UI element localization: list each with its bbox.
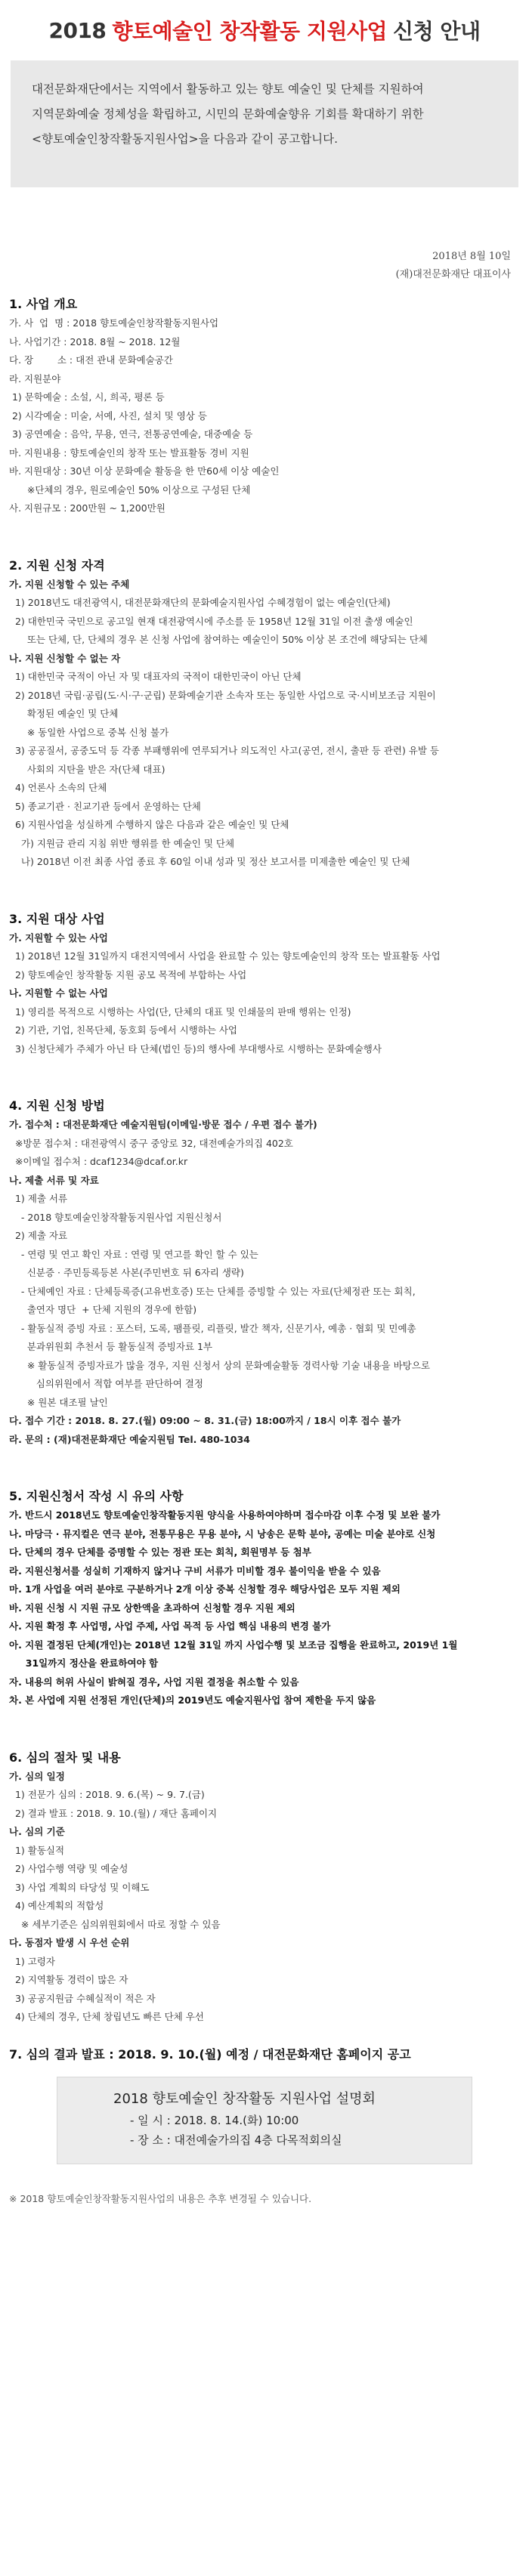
section-title: 3. 지원 대상 사업: [9, 911, 105, 926]
text-line: 마. 지원내용 : 향토예술인의 창작 또는 발표활동 경비 지원: [9, 446, 249, 459]
section-overview: [9, 295, 520, 518]
info-session-box: [57, 2077, 472, 2164]
text-line: 2) 사업수행 역량 및 예술성: [9, 1863, 128, 1874]
text-line: 6) 지원사업을 성실하게 수행하지 않은 다음과 같은 예술인 및 단체: [9, 819, 289, 830]
info-session-place: - 장 소 : 대전예술가의집 4층 다목적회의실: [130, 2133, 342, 2147]
text-line: 가. 심의 일정: [9, 1770, 65, 1782]
text-line: 1) 고령자: [9, 1955, 55, 1967]
text-line: ※ 활동실적 증빙자료가 많을 경우, 지원 신청서 상의 문화예술활동 경력사항 기술 내용을 바탕으로: [9, 1359, 430, 1371]
text-line: 분과위원회 추천서 등 활동실적 증빙자료 1부: [9, 1341, 213, 1352]
info-session-date: - 일 시 : 2018. 8. 14.(화) 10:00: [130, 2113, 299, 2127]
notice-date: 2018년 8월 10일: [432, 251, 511, 262]
text-line: 4) 예산계획의 적합성: [9, 1900, 104, 1911]
text-line: ※ 세부기준은 심의위원회에서 따로 정할 수 있음: [9, 1918, 221, 1930]
section-title: 7. 심의 결과 발표 : 2018. 9. 10.(월) 예정 / 대전문화재단 홈페이지 공고: [9, 2046, 411, 2062]
section-title: 2. 지원 신청 자격: [9, 558, 105, 573]
text-line: 차. 본 사업에 지원 선정된 개인(단체)의 2019년도 예술지원사업 참여 제한을 두지 않음: [9, 1694, 376, 1706]
section-title: 5. 지원신청서 작성 시 유의 사항: [9, 1489, 184, 1503]
text-line: 다. 장 소 : 대전 관내 문화예술공간: [9, 354, 173, 366]
page-title: [0, 0, 529, 60]
text-line: 가) 지원금 관리 지침 위반 행위를 한 예술인 및 단체: [9, 837, 235, 849]
text-line: 심의위원에서 적합 여부를 판단하여 결정: [9, 1378, 203, 1389]
text-line: - 연령 및 연고 확인 자료 : 연령 및 연고를 확인 할 수 있는: [9, 1248, 258, 1260]
text-line: 바. 지원 신청 시 지원 규모 상한액을 초과하여 신청할 경우 지원 제외: [9, 1602, 295, 1614]
info-session-title: 2018 향토예술인 창작활동 지원사업 설명회: [113, 2090, 376, 2107]
text-line: ※이메일 접수처 : dcaf1234@dcaf.or.kr: [9, 1156, 188, 1167]
text-line: 3) 신청단체가 주체가 아닌 타 단체(법인 등)의 행사에 부대행사로 시행하는 문화예술행사: [9, 1042, 382, 1055]
text-line: 마. 1개 사업을 여러 분야로 구분하거나 2개 이상 중복 신청할 경우 해당사업은 모두 지원 제외: [9, 1583, 401, 1595]
section-target-projects: [9, 910, 520, 1059]
text-line: 2) 시각예술 : 미술, 서예, 사진, 설치 및 영상 등: [9, 409, 207, 422]
text-line: ※ 동일한 사업으로 중복 신청 불가: [9, 726, 169, 738]
text-line: 2) 결과 발표 : 2018. 9. 10.(월) / 재단 홈페이지: [9, 1807, 218, 1819]
section-title: 6. 심의 절차 및 내용: [9, 1750, 121, 1765]
text-line: 다. 동점자 발생 시 우선 순위: [9, 1937, 130, 1948]
text-line: 또는 단체, 단, 단체의 경우 본 신청 사업에 참여하는 예술인이 50% 이상 본 조건에 해당되는 단체: [9, 634, 428, 645]
text-line: 1) 제출 서류: [9, 1193, 68, 1204]
text-line: 사. 지원 확정 후 사업명, 사업 주제, 사업 목적 등 사업 핵심 내용의 변경 불가: [9, 1620, 331, 1632]
text-line: 2) 2018년 국립·공립(도·시·구·군립) 문화예술기관 소속자 또는 동일한 사업으로 국·시비보조금 지원이: [9, 689, 436, 701]
text-line: ※ 원본 대조필 날인: [9, 1396, 108, 1408]
text-line: ※단체의 경우, 원로예술인 50% 이상으로 구성된 단체: [9, 483, 251, 496]
text-line: 나. 제출 서류 및 자료: [9, 1174, 99, 1186]
intro-line: 지역문화예술 정체성을 확립하고, 시민의 문화예술향유 기회를 확대하기 위한: [32, 107, 424, 121]
text-line: 나. 사업기간 : 2018. 8월 ~ 2018. 12월: [9, 335, 181, 347]
text-line: 아. 지원 결정된 단체(개인)는 2018년 12월 31일 까지 사업수행 및 보조금 집행을 완료하고, 2019년 1월: [9, 1639, 458, 1651]
text-line: - 2018 향토예술인창작활동지원사업 지원신청서: [9, 1211, 222, 1223]
text-line: 2) 지역활동 경력이 많은 자: [9, 1974, 128, 1985]
footnote: ※ 2018 향토예술인창작활동지원사업의 내용은 추후 변경될 수 있습니다.: [9, 2192, 312, 2204]
section-result: [9, 2045, 520, 2065]
text-line: 라. 문의 : (재)대전문화재단 예술지원팀 Tel. 480-1034: [9, 1433, 250, 1445]
text-line: 1) 문학예술 : 소설, 시, 희곡, 평론 등: [9, 391, 165, 403]
text-line: 나. 심의 기준: [9, 1826, 65, 1837]
text-line: 3) 공공지원금 수혜실적이 적은 자: [9, 1992, 156, 2004]
text-line: 1) 대한민국 국적이 아닌 자 및 대표자의 국적이 대한민국이 아닌 단체: [9, 671, 302, 682]
title-suffix: 신청 안내: [393, 19, 481, 44]
text-line: 나. 지원할 수 없는 사업: [9, 987, 108, 999]
text-line: 31일까지 정산을 완료하여야 함: [9, 1657, 159, 1669]
text-line: 다. 단체의 경우 단체를 증명할 수 있는 정관 또는 회칙, 회원명부 등 첨부: [9, 1546, 311, 1558]
text-line: 가. 접수처 : 대전문화재단 예술지원팀(이메일·방문 접수 / 우편 접수 불가): [9, 1119, 317, 1130]
text-line: 5) 종교기관 · 친교기관 등에서 운영하는 단체: [9, 800, 201, 812]
text-line: 사. 지원규모 : 200만원 ~ 1,200만원: [9, 502, 166, 514]
text-line: ※방문 접수처 : 대전광역시 중구 중앙로 32, 대전예술가의집 402호: [9, 1137, 293, 1149]
text-line: 1) 2018년 12월 31일까지 대전지역에서 사업을 완료할 수 있는 향토예술인의 창작 또는 발표활동 사업: [9, 950, 441, 962]
text-line: 4) 언론사 소속의 단체: [9, 782, 107, 793]
text-line: 신분증 · 주민등록등본 사본(주민번호 뒤 6자리 생략): [9, 1267, 244, 1278]
section-cautions: [9, 1487, 520, 1710]
text-line: 가. 반드시 2018년도 향토예술인창작활동지원 양식을 사용하여야하며 접수마감 이후 수정 및 보완 불가: [9, 1509, 441, 1521]
text-line: 1) 전문가 심의 : 2018. 9. 6.(목) ~ 9. 7.(금): [9, 1789, 205, 1800]
text-line: 가. 지원할 수 있는 사업: [9, 931, 108, 944]
text-line: 나. 지원 신청할 수 없는 자: [9, 652, 121, 664]
text-line: 1) 영리를 목적으로 시행하는 사업(단, 단체의 대표 및 인쇄물의 판매 행위는 인정): [9, 1005, 351, 1018]
date-block: [0, 187, 529, 280]
text-line: 1) 2018년도 대전광역시, 대전문화재단의 문화예술지원사업 수혜경험이 없는 예술인(단체): [9, 597, 391, 608]
intro-box: [11, 60, 518, 187]
text-line: 가. 사 업 명 : 2018 향토예술인창작활동지원사업: [9, 317, 219, 329]
text-line: 나) 2018년 이전 최종 사업 종료 후 60일 이내 성과 및 정산 보고서를 미제출한 예술인 및 단체: [9, 856, 410, 867]
text-line: 다. 접수 기간 : 2018. 8. 27.(월) 09:00 ~ 8. 31.(금) 18:00까지 / 18시 이후 접수 불가: [9, 1415, 401, 1426]
text-line: 라. 지원분야: [9, 372, 61, 385]
text-line: 2) 향토예술인 창작활동 지원 공모 목적에 부합하는 사업: [9, 968, 247, 981]
text-line: 확정된 예술인 및 단체: [9, 708, 119, 719]
title-year: 2018: [48, 17, 107, 43]
text-line: 나. 마당극 · 뮤지컬은 연극 분야, 전통무용은 무용 분야, 시 낭송은 문학 분야, 공예는 미술 분야로 신청: [9, 1527, 436, 1540]
notice-issuer: (재)대전문화재단 대표이사: [395, 269, 511, 280]
text-line: 2) 기관, 기업, 친목단체, 동호회 등에서 시행하는 사업: [9, 1024, 238, 1036]
text-line: 2) 제출 자료: [9, 1230, 68, 1241]
section-title: 1. 사업 개요: [9, 297, 78, 311]
section-application-method: [9, 1096, 520, 1449]
text-line: 3) 사업 계획의 타당성 및 이해도: [9, 1881, 150, 1893]
text-line: 가. 지원 신청할 수 있는 주체: [9, 578, 130, 590]
text-line: 바. 지원대상 : 30년 이상 문화예술 활동을 한 만60세 이상 예술인: [9, 465, 280, 477]
section-eligibility: [9, 556, 520, 872]
title-highlight: 향토예술인 창작활동 지원사업: [112, 19, 388, 44]
text-line: 3) 공연예술 : 음악, 무용, 연극, 전통공연예술, 대중예술 등: [9, 428, 253, 440]
section-review: [9, 1748, 520, 2027]
text-line: 4) 단체의 경우, 단체 창립년도 빠른 단체 우선: [9, 2011, 204, 2022]
text-line: 사회의 지탄을 받은 자(단체 대표): [9, 763, 166, 775]
text-line: 1) 활동실적: [9, 1844, 65, 1856]
text-line: 자. 내용의 허위 사실이 밝혀질 경우, 사업 지원 결정을 취소할 수 있음: [9, 1676, 299, 1688]
section-title: 4. 지원 신청 방법: [9, 1098, 105, 1113]
text-line: 라. 지원신청서를 성실히 기재하지 않거나 구비 서류가 미비할 경우 불이익을 받을 수 있음: [9, 1564, 381, 1577]
text-line: 2) 대한민국 국민으로 공고일 현재 대전광역시에 주소를 둔 1958년 12월 31일 이전 출생 예술인: [9, 615, 413, 627]
text-line: - 단체예인 자료 : 단체등록증(고유번호증) 또는 단체를 증빙할 수 있는 자료(단체정관 또는 회칙,: [9, 1285, 416, 1297]
text-line: 3) 공공질서, 공중도덕 등 각종 부패행위에 연루되거나 의도적인 사고(공연, 전시, 출판 등 관련) 유발 등: [9, 745, 440, 756]
text-line: - 활동실적 증빙 자료 : 포스터, 도록, 팸플릿, 리플릿, 발간 책자, 신문기사, 예총 · 협회 및 민예총: [9, 1322, 416, 1334]
intro-line: 대전문화재단에서는 지역에서 활동하고 있는 향토 예술인 및 단체를 지원하여: [32, 82, 424, 96]
intro-line: <향토예술인창작활동지원사업>을 다음과 같이 공고합니다.: [32, 132, 339, 146]
text-line: 출연자 명단 + 단체 지원의 경우에 한함): [9, 1304, 197, 1315]
